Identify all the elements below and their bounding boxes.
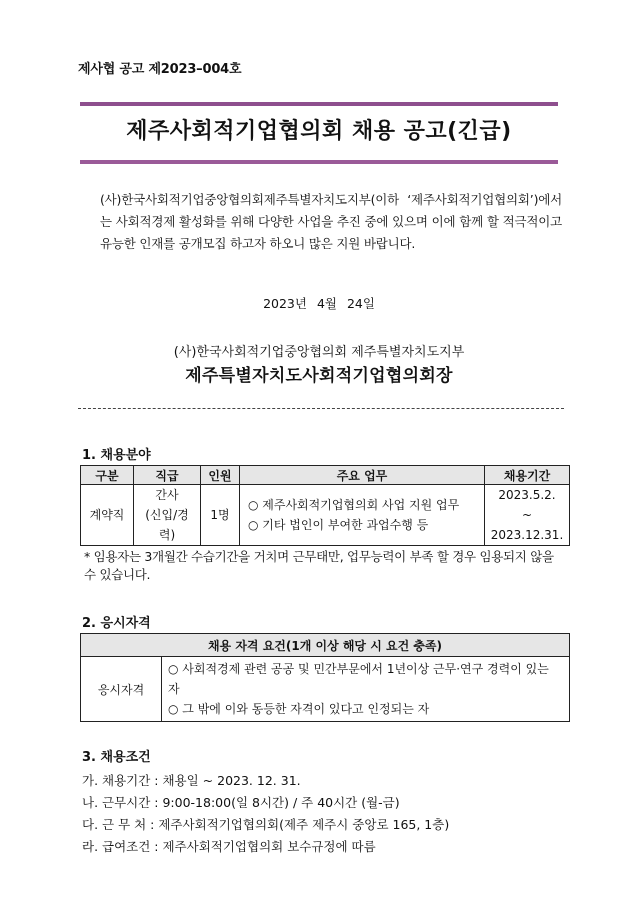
cell-rank — [134, 485, 201, 546]
section-heading-recruitment-field: 1. 채용분야 — [82, 448, 151, 463]
probation-note: * 임용자는 3개월간 수습기간을 거치며 근무태만, 업무능력이 부족 할 경우 임용되지 않을 수 있습니다. — [84, 549, 554, 582]
section-heading-qualifications: 2. 응시자격 — [82, 616, 151, 631]
duty-item: ○ 제주사회적기업협의회 사업 지원 업무 — [248, 498, 460, 512]
header-type: 구분 — [81, 466, 134, 485]
duty-item: ○ 기타 법인이 부여한 과업수행 등 — [248, 518, 429, 532]
header-rank: 직급 — [134, 466, 201, 485]
recruitment-field-table — [80, 465, 570, 546]
period-end: ~ 2023.12.31. — [490, 508, 564, 542]
employment-conditions-list — [82, 770, 449, 858]
section-heading-conditions: 3. 채용조건 — [82, 750, 151, 765]
title-top-rule — [80, 102, 558, 106]
header-period: 채용기간 — [485, 466, 570, 485]
cell-period — [485, 485, 570, 546]
table-row — [81, 657, 570, 722]
cell-count: 1명 — [201, 485, 240, 546]
condition-item: 라. 급여조건 : 제주사회적기업협의회 보수규정에 따름 — [82, 839, 376, 854]
dashed-divider — [78, 408, 564, 409]
intro-paragraph: (사)한국사회적기업중앙협의회제주특별자치도지부(이하 ‘제주사회적기업협의회’)에서는 사회적경제 활성화를 위해 다양한 사업을 추진 중에 있으며 이에 함께 할 적극적이고 유능한 인재를 공개모집 하고자 하오니 많은 지원 바랍니다. — [100, 192, 562, 251]
table-header-row — [81, 634, 570, 657]
header-count: 인원 — [201, 466, 240, 485]
period-start: 2023.5.2. — [498, 488, 556, 502]
notice-number: 제사협 공고 제2023–004호 — [78, 62, 242, 77]
rank-detail: (신입/경력) — [145, 508, 189, 542]
page-title: 제주사회적기업협의회 채용 공고(긴급) — [126, 119, 512, 144]
table-row — [81, 485, 570, 546]
table-header-row — [81, 466, 570, 485]
announcement-date: 2023년 4월 24일 — [263, 296, 375, 311]
condition-item: 가. 채용기간 : 채용일 ~ 2023. 12. 31. — [82, 773, 301, 788]
qualification-requirements-header: 채용 자격 요건(1개 이상 해당 시 요건 충족) — [81, 634, 570, 657]
qualification-item: ○ 사회적경제 관련 공공 및 민간부문에서 1년이상 근무·연구 경력이 있는 자 — [168, 662, 549, 696]
header-duties: 주요 업무 — [240, 466, 485, 485]
rank-title: 간사 — [155, 488, 179, 502]
qualification-items — [162, 657, 570, 722]
qualifications-table — [80, 633, 570, 722]
cell-duties — [240, 485, 485, 546]
cell-type: 계약직 — [81, 485, 134, 546]
organization-branch: (사)한국사회적기업중앙협의회 제주특별자치도지부 — [173, 345, 465, 360]
title-bottom-rule — [80, 160, 558, 164]
condition-item: 나. 근무시간 : 9:00-18:00(일 8시간) / 주 40시간 (월-금) — [82, 795, 400, 810]
organization-head: 제주특별자치도사회적기업협의회장 — [185, 366, 453, 386]
condition-item: 다. 근 무 처 : 제주사회적기업협의회(제주 제주시 중앙로 165, 1층) — [82, 817, 450, 832]
qualification-item: ○ 그 밖에 이와 동등한 자격이 있다고 인정되는 자 — [168, 702, 430, 716]
qualification-label: 응시자격 — [81, 657, 162, 722]
